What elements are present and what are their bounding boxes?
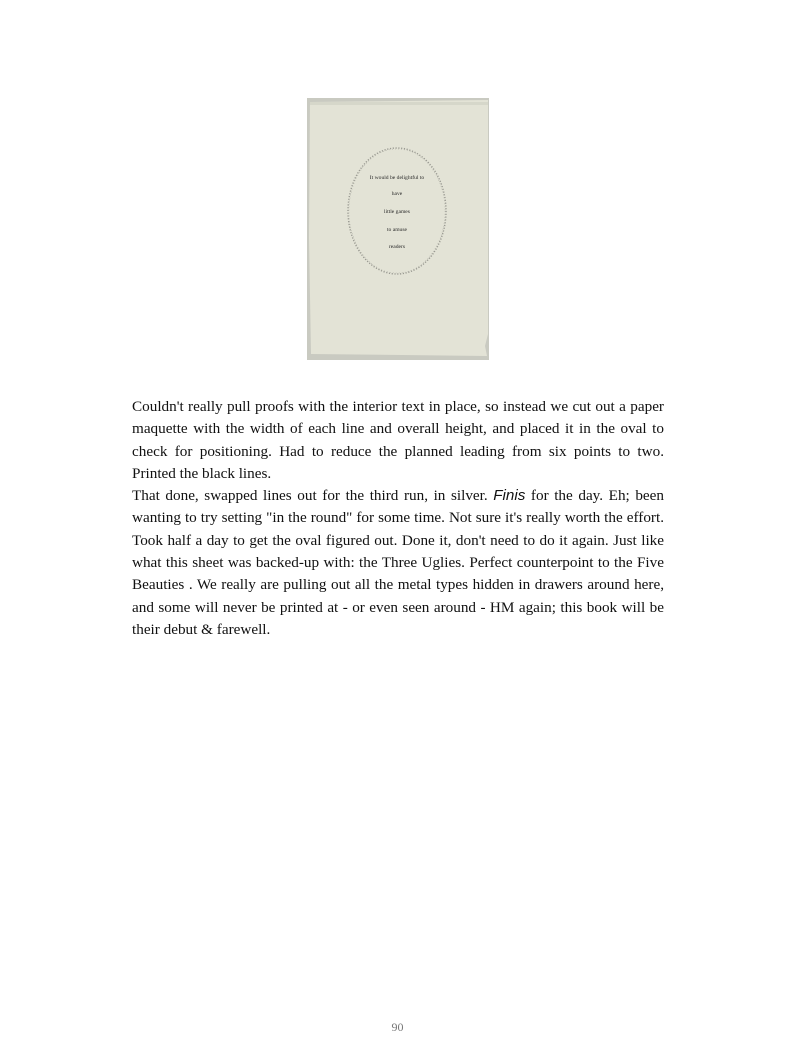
inner-line-2: have [391, 191, 403, 197]
paragraph-2-start: That done, swapped lines out for the third run, in silver. [132, 487, 494, 505]
inner-line-3: little games [384, 209, 410, 215]
paragraph-1: Couldn't really pull proofs with the interior text in place, so instead we cut out a paper maquette with the width of each line and overall height, and placed it in the oval to check for positioning. Had to reduce the planned leading from six points to two. Printed the black lines. [132, 398, 664, 482]
sheet-illustration [307, 98, 489, 360]
letterpress-sheet-photo [307, 98, 489, 360]
page-number: 90 [391, 1020, 404, 1034]
paragraph-2-emphasis: Finis [493, 487, 526, 505]
paragraph-2-end: for the day. Eh; been wanting to try setting "in the round" for some time. Not sure it's really worth the effort. Took half a day to get the oval figured out. Done it, don't need to do it again. Just like what this sheet was backed-up with: the Three Uglies. Perfect counterpoint to the Five Beauties . We really are pulling out all the metal types hidden in drawers around here, and some will never be printed at - or even seen around - HM again; this book will be their debut & farewell. [132, 487, 665, 638]
inner-line-5: readers [388, 244, 406, 250]
inner-line-4: to amuse [386, 227, 408, 233]
paragraph-2 [132, 485, 664, 641]
inner-line-1: It would be delightful to [369, 175, 425, 181]
body-text [132, 396, 664, 641]
